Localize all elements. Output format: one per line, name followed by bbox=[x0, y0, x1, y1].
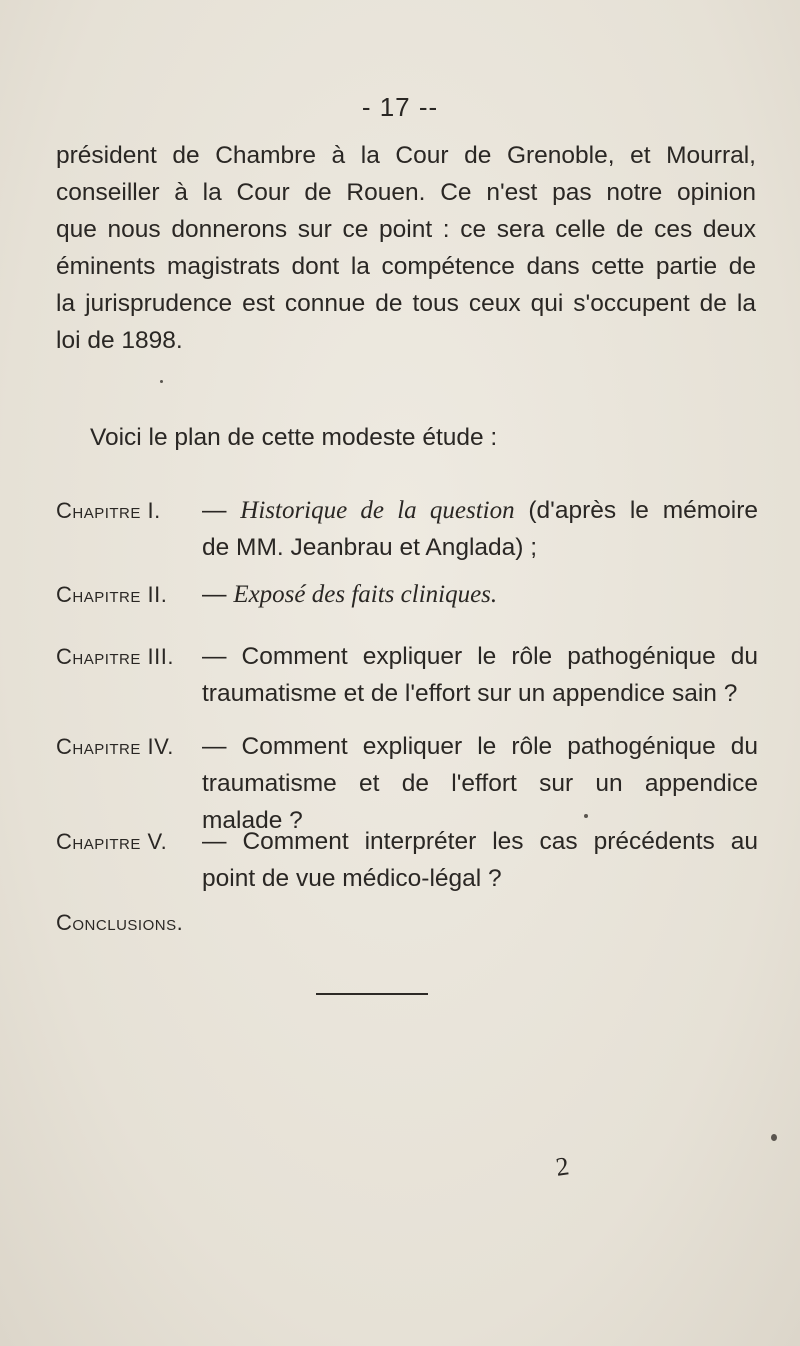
chapter-line: de MM. Jeanbrau et Anglada) ; bbox=[202, 534, 538, 561]
chapter-1 bbox=[56, 492, 758, 561]
chapter-line: traumatisme et de l'effort sur un appendice bbox=[202, 770, 758, 797]
chapter-line: — Historique de la question (d'après le mémoire bbox=[202, 497, 758, 524]
chapter-heading: Chapitre II. bbox=[56, 582, 168, 607]
chapter-5 bbox=[56, 823, 758, 892]
chapter-line: malade ? bbox=[202, 807, 303, 834]
chapter-2 bbox=[56, 576, 756, 613]
ink-speck bbox=[771, 1134, 777, 1141]
page-number: - 17 -- bbox=[361, 92, 439, 122]
signature-mark: 2 bbox=[553, 1151, 571, 1182]
chapter-line: — Exposé des faits cliniques. bbox=[202, 581, 498, 608]
chapter-heading: Chapitre III. bbox=[56, 644, 174, 669]
paragraph-line: président de Chambre à la Cour de Grenoble, et Mourral, bbox=[56, 142, 756, 169]
chapter-line: — Comment expliquer le rôle pathogénique du bbox=[202, 733, 758, 760]
chapter-3 bbox=[56, 638, 758, 707]
chapter-line: traumatisme et de l'effort sur un appendice sain ? bbox=[202, 680, 738, 707]
chapter-line: — Comment interpréter les cas précédents au bbox=[202, 828, 758, 855]
chapter-heading: Chapitre V. bbox=[56, 829, 168, 854]
ink-speck bbox=[160, 380, 163, 383]
paragraph-line: éminents magistrats dont la compétence dans cette partie de bbox=[56, 253, 756, 280]
section-divider bbox=[316, 993, 428, 995]
chapter-title: Exposé des faits cliniques. bbox=[233, 581, 498, 608]
paragraph-line: loi de 1898. bbox=[56, 327, 183, 354]
plan-intro: Voici le plan de cette modeste étude : bbox=[90, 424, 498, 451]
chapter-title: Historique de la question bbox=[240, 497, 515, 524]
conclusions-heading: Conclusions. bbox=[56, 910, 184, 935]
paragraph-line: conseiller à la Cour de Rouen. Ce n'est pas notre opinion bbox=[56, 179, 756, 206]
chapter-4 bbox=[56, 728, 758, 834]
ink-speck bbox=[584, 814, 588, 818]
body-paragraph bbox=[56, 137, 756, 359]
chapter-line: — Comment expliquer le rôle pathogénique du bbox=[202, 643, 758, 670]
chapter-heading: Chapitre I. bbox=[56, 498, 161, 523]
paragraph-line: que nous donnerons sur ce point : ce sera celle de ces deux bbox=[56, 216, 756, 243]
chapter-line: point de vue médico-légal ? bbox=[202, 865, 502, 892]
chapter-heading: Chapitre IV. bbox=[56, 734, 174, 759]
paragraph-line: la jurisprudence est connue de tous ceux qui s'occupent de la bbox=[56, 290, 756, 317]
